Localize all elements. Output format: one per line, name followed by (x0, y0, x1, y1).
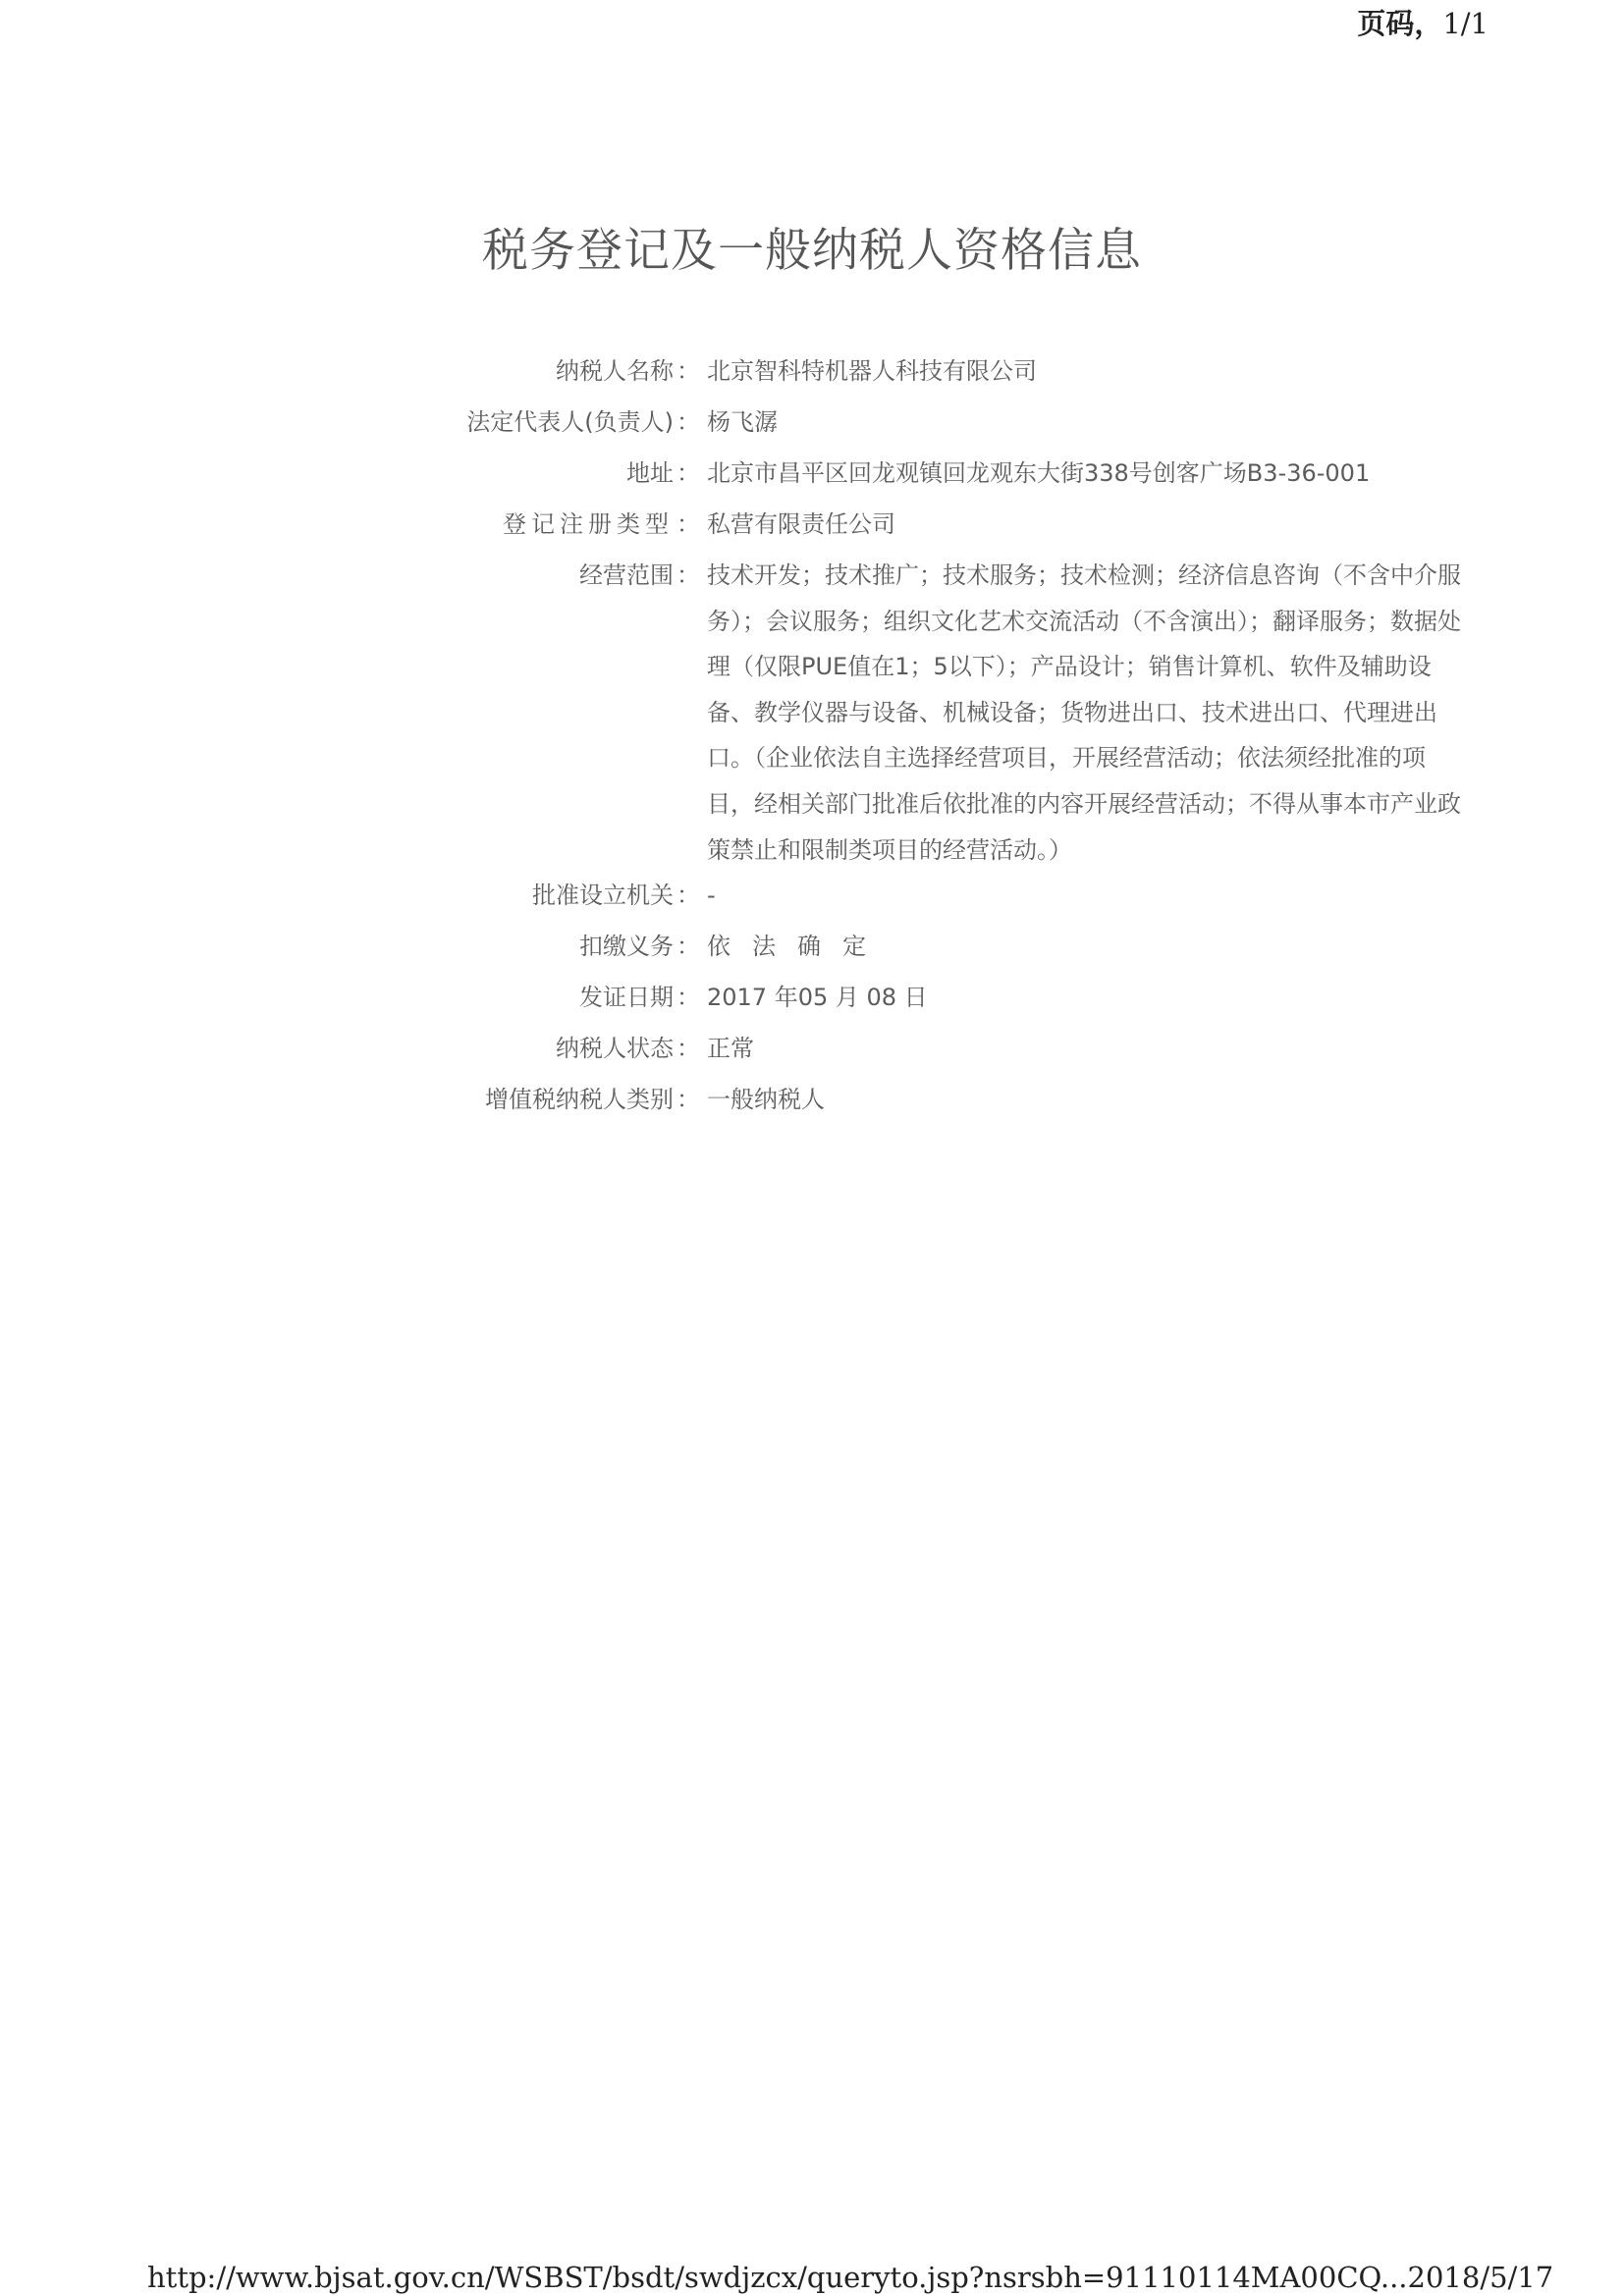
address-value: 北京市昌平区回龙观镇回龙观东大街338号创客广场B3-36-001 (707, 459, 1371, 487)
field-row-withholding (432, 924, 1463, 975)
vat-category-value: 一般纳税人 (707, 1086, 825, 1114)
field-row-vat-category (432, 1077, 1463, 1128)
issue-date-value: 2017 年05 月 08 日 (707, 984, 928, 1012)
field-row-taxpayer-name (432, 348, 1463, 400)
field-row-legal-rep (432, 400, 1463, 451)
separator: ： (677, 1035, 700, 1063)
separator: ： (677, 933, 700, 961)
separator: ： (677, 561, 700, 589)
print-date: 2018/5/17 (1407, 2261, 1554, 2294)
separator: ： (677, 881, 700, 910)
status-label: 纳税人状态 (556, 1035, 674, 1063)
approval-authority-value: - (707, 881, 716, 910)
taxpayer-name-value: 北京智科特机器人科技有限公司 (707, 357, 1037, 385)
status-value: 正常 (707, 1035, 754, 1063)
field-row-business-scope (432, 553, 1463, 873)
withholding-label: 扣缴义务 (579, 933, 674, 961)
business-scope-value: 技术开发；技术推广；技术服务；技术检测；经济信息咨询（不含中介服务）；会议服务；组织文化艺术交流活动（不含演出）；翻译服务；数据处理（仅限PUE值在1；5以下）；产品设计；销售计算机、软件及辅助设备、教学仪器与设备、机械设备；货物进出口、技术进出口、代理进出口。（企业依法自主选择经营项目，开展经营活动；依法须经批准的项目，经相关部门批准后依批准的内容开展经营活动；不得从事本市产业政策禁止和限制类项目的经营活动。） (707, 561, 1461, 864)
vat-category-label: 增值税纳税人类别 (485, 1086, 674, 1114)
separator: ： (677, 357, 700, 385)
separator: ： (677, 408, 700, 436)
document-title: 税务登记及一般纳税人资格信息 (482, 224, 1142, 278)
page-number-header (1357, 2, 1489, 42)
business-scope-label: 经营范围 (579, 561, 674, 589)
field-row-issue-date (432, 975, 1463, 1026)
legal-rep-label: 法定代表人(负责人) (466, 408, 674, 436)
field-row-address (432, 451, 1463, 502)
taxpayer-name-label: 纳税人名称 (556, 357, 674, 385)
address-label: 地址 (626, 459, 674, 487)
reg-type-label: 登记注册类型 (503, 510, 674, 538)
legal-rep-value: 杨飞潺 (707, 408, 778, 436)
separator: ： (677, 510, 700, 538)
field-row-approval-authority (432, 873, 1463, 924)
separator: ： (677, 984, 700, 1012)
reg-type-value: 私营有限责任公司 (707, 510, 895, 538)
source-url: http://www.bjsat.gov.cn/WSBST/bsdt/swdjzcx/queryto.jsp?nsrsbh=91110114MA00CQ... (147, 2261, 1408, 2294)
approval-authority-label: 批准设立机关 (532, 881, 674, 910)
withholding-value: 依法确定 (707, 933, 888, 961)
separator: ： (677, 459, 700, 487)
tax-info-table (432, 348, 1463, 1128)
separator: ： (677, 1086, 700, 1114)
page-number: 1/1 (1442, 7, 1489, 40)
page-label: 页码， (1357, 7, 1443, 40)
field-row-reg-type (432, 502, 1463, 553)
field-row-status (432, 1026, 1463, 1077)
page-footer (147, 2261, 1554, 2294)
issue-date-label: 发证日期 (579, 984, 674, 1012)
